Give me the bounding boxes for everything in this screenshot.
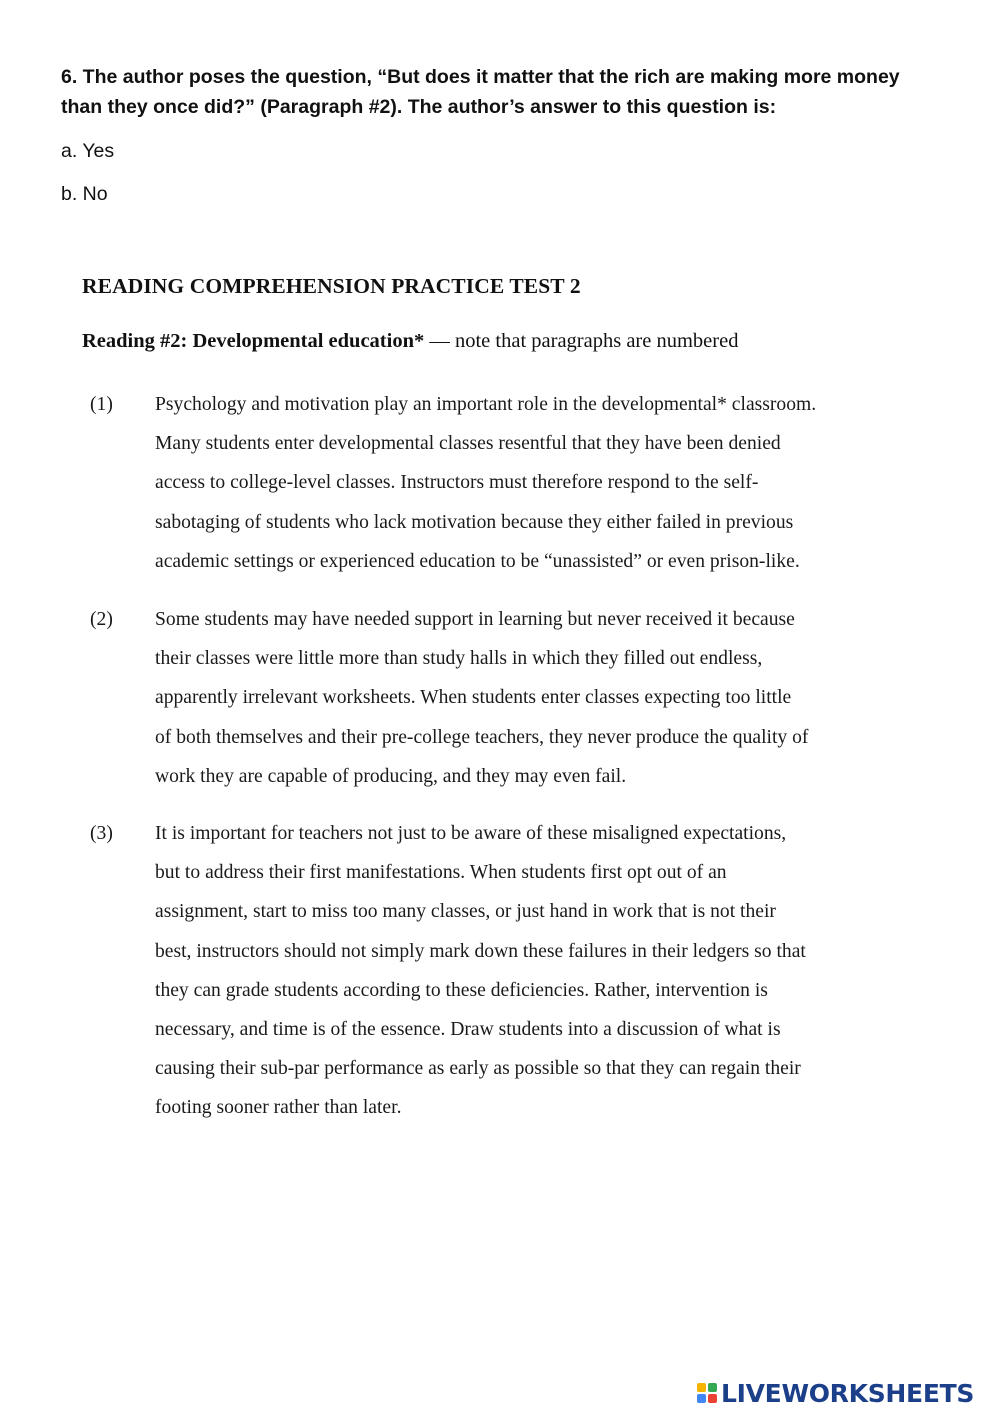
paragraph-line: but to address their first manifestations. When students first opt out of an [155, 862, 727, 884]
reading-heading-note: — note that paragraphs are numbered [424, 330, 739, 352]
answer-option-yes[interactable]: a. Yes [61, 140, 115, 162]
logo-square [697, 1383, 706, 1392]
paragraph-line: It is important for teachers not just to be aware of these misaligned expectations, [155, 823, 787, 844]
paragraph-text [155, 814, 970, 1128]
paragraph-line: their classes were little more than study halls in which they filled out endless, [155, 648, 763, 670]
paragraph-number: (3) [90, 823, 113, 844]
paragraph-number: (2) [90, 609, 113, 630]
paragraph-line: Many students enter developmental classes resentful that they have been denied [155, 433, 781, 455]
paragraph-line: of both themselves and their pre-college teachers, they never produce the quality of [155, 726, 809, 748]
paragraph-line: access to college-level classes. Instructors must therefore respond to the self- [155, 472, 759, 494]
paragraph-line: assignment, start to miss too many classes, or just hand in work that is not their [155, 901, 776, 923]
paragraph-line: sabotaging of students who lack motivation because they either failed in previous [155, 511, 794, 533]
paragraph-line: academic settings or experienced education to be “unassisted” or even prison-like. [155, 550, 800, 572]
paragraph-line: they can grade students according to these deficiencies. Rather, intervention is [155, 979, 768, 1001]
paragraph-line: Some students may have needed support in learning but never received it because [155, 609, 795, 630]
reading-heading [82, 330, 738, 353]
paragraph-line: Psychology and motivation play an important role in the developmental* classroom. [155, 394, 817, 415]
paragraph-text [155, 600, 970, 796]
paragraph-line: apparently irrelevant worksheets. When students enter classes expecting too little [155, 687, 792, 709]
paragraph-line: necessary, and time is of the essence. Draw students into a discussion of what is [155, 1019, 781, 1041]
paragraph-number: (1) [90, 394, 113, 415]
paragraph-line: best, instructors should not simply mark down these failures in their ledgers so that [155, 940, 806, 962]
paragraph-line: causing their sub-par performance as early as possible so that they can regain their [155, 1058, 801, 1080]
logo-text: LIVEWORKSHEETS [721, 1378, 975, 1408]
test-title: READING COMPREHENSION PRACTICE TEST 2 [82, 274, 581, 298]
logo-square [697, 1394, 706, 1403]
logo-square [708, 1383, 717, 1392]
reading-heading-title: Reading #2: Developmental education* [82, 330, 425, 352]
answer-option-no[interactable]: b. No [61, 183, 108, 205]
liveworksheets-logo-icon [697, 1383, 717, 1403]
question-text: 6. The author poses the question, “But does it matter that the rich are making more money than they once did?” (Paragraph #2). The author’s answer to this question is: [61, 66, 900, 118]
liveworksheets-logo[interactable] [697, 1378, 974, 1408]
paragraph-text [155, 385, 970, 581]
paragraph-line: footing sooner rather than later. [155, 1097, 402, 1119]
paragraph-line: work they are capable of producing, and they may even fail. [155, 765, 627, 787]
logo-square [708, 1394, 717, 1403]
